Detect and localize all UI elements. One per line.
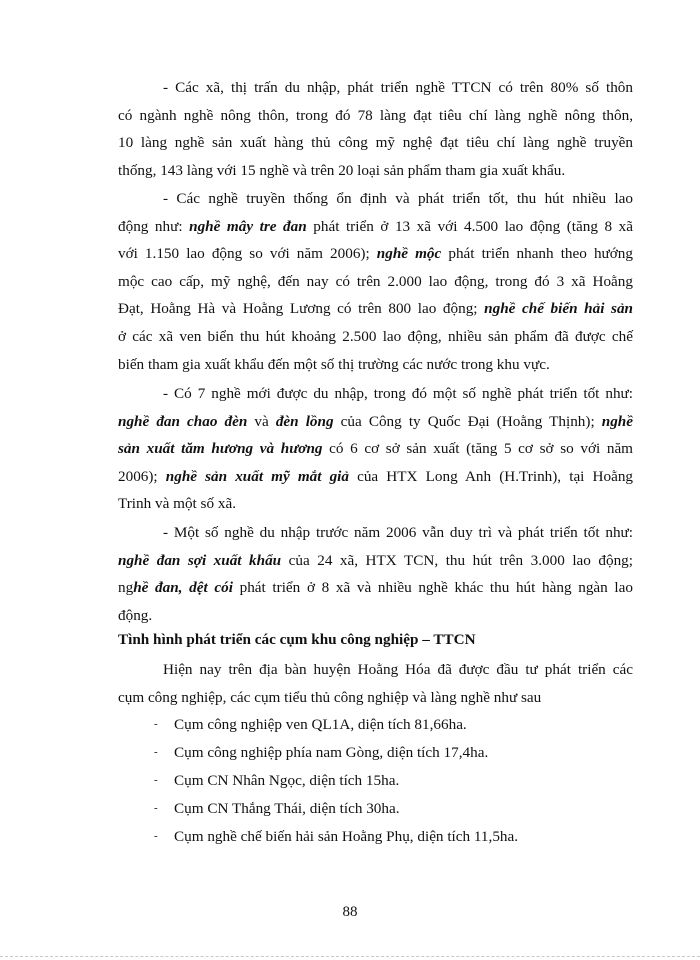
text-line: [118, 435, 633, 463]
paragraph-2: [118, 185, 633, 378]
text-line: [118, 547, 633, 575]
text-line: - Các nghề truyền thống ổn định và phát triển tốt, thu hút nhiều lao: [163, 190, 633, 207]
text-line: - Có 7 nghề mới được du nhập, trong đó một số nghề phát triển tốt như:: [163, 385, 633, 402]
text-run: động như:: [118, 217, 190, 235]
text-run: phát triển ở 13 xã với 4.500 lao động (tăng 8 xã: [306, 217, 633, 235]
paragraph-4: [118, 519, 633, 629]
list-item: [154, 716, 467, 734]
bullet-dash: -: [154, 718, 158, 730]
text-run: của Công ty Quốc Đại (Hoằng Thịnh);: [333, 412, 602, 430]
text-line: mộc cao cấp, mỹ nghệ, đến nay có trên 2.000 lao động, trong đó 3 xã Hoằng: [118, 272, 633, 290]
text-run: phát triển ở 8 xã và nhiều nghề khác thu hút hàng ngàn lao: [232, 579, 633, 597]
bullet-dash: -: [154, 830, 158, 842]
emphasis-text: nghề: [601, 412, 633, 430]
text-run: với 1.150 lao động so với năm 2006);: [118, 245, 377, 263]
text-line: Trinh và một số xã.: [118, 495, 236, 513]
list-item-text: Cụm công nghiệp phía nam Gòng, diện tích 17,4ha.: [174, 744, 489, 761]
text-line: cụm công nghiệp, các cụm tiểu thủ công nghiệp và làng nghề như sau: [118, 688, 542, 706]
list-item-text: Cụm công nghiệp ven QL1A, diện tích 81,66ha.: [174, 716, 467, 733]
text-line: [118, 295, 633, 323]
text-line: Hiện nay trên địa bàn huyện Hoằng Hóa đã được đầu tư phát triển các: [163, 661, 633, 678]
emphasis-text: nghề sản xuất mỹ mắt giả: [165, 467, 349, 485]
list-item-text: Cụm CN Thắng Thái, diện tích 30ha.: [174, 800, 400, 817]
text-line: - Một số nghề du nhập trước năm 2006 vẫn duy trì và phát triển tốt như:: [163, 524, 633, 541]
text-line: - Các xã, thị trấn du nhập, phát triển nghề TTCN có trên 80% số thôn: [163, 79, 633, 96]
text-run: và: [247, 412, 276, 430]
list-item: [154, 800, 400, 818]
paragraph-5: [118, 656, 633, 711]
text-run: ng: [118, 579, 134, 597]
emphasis-text: nghề đan sợi xuất khẩu: [118, 551, 282, 569]
text-line: [118, 408, 633, 436]
list-item-text: Cụm CN Nhân Ngọc, diện tích 15ha.: [174, 772, 400, 789]
bullet-dash: -: [154, 802, 158, 814]
text-run: 2006);: [118, 467, 166, 485]
list-item: [154, 772, 400, 790]
text-line: 10 làng nghề sản xuất hàng thủ công mỹ nghệ đạt tiêu chí làng nghề truyền: [118, 134, 633, 152]
section-heading: Tình hình phát triển các cụm khu công nghiệp – TTCN: [118, 631, 476, 648]
paragraph-3: [118, 380, 633, 518]
emphasis-text: hề đan, dệt cói: [133, 579, 233, 597]
page-bottom-rule: [0, 956, 700, 957]
list-item: [154, 828, 519, 846]
text-run: phát triển nhanh theo hướng: [441, 245, 633, 263]
text-line: động.: [118, 606, 153, 624]
bullet-dash: -: [154, 746, 158, 758]
text-line: [118, 240, 633, 268]
text-line: có ngành nghề nông thôn, trong đó 78 làng đạt tiêu chí làng nghề nông thôn,: [118, 106, 633, 124]
emphasis-text: nghề mộc: [376, 245, 442, 263]
text-line: ở các xã ven biển thu hút khoảng 2.500 lao động, nhiều sản phẩm đã được chế: [118, 327, 633, 345]
list-item: [154, 744, 489, 762]
emphasis-text: nghề đan chao đèn: [118, 412, 248, 430]
bullet-dash: -: [154, 774, 158, 786]
paragraph-1: [118, 74, 633, 184]
emphasis-text: sản xuất tăm hương và hương: [118, 440, 323, 458]
text-run: của HTX Long Anh (H.Trinh), tại Hoằng: [348, 467, 634, 485]
emphasis-text: nghề mây tre đan: [189, 217, 307, 235]
list-item-text: Cụm nghề chế biến hải sản Hoằng Phụ, diện tích 11,5ha.: [174, 828, 519, 845]
text-line: thống, 143 làng với 15 nghề và trên 20 loại sản phẩm tham gia xuất khẩu.: [118, 161, 566, 179]
text-line: [118, 574, 633, 602]
text-run: Đạt, Hoằng Hà và Hoằng Lương có trên 800 lao động;: [118, 300, 485, 318]
text-line: biến tham gia xuất khẩu đến một số thị trường các nước trong khu vực.: [118, 355, 550, 373]
text-line: [118, 213, 633, 241]
text-line: [118, 463, 633, 491]
emphasis-text: đèn lồng: [275, 412, 334, 430]
text-run: có 6 cơ sở sản xuất (tăng 5 cơ sở so với năm: [322, 440, 633, 458]
emphasis-text: nghề chế biến hải sản: [484, 300, 633, 318]
text-run: của 24 xã, HTX TCN, thu hút trên 3.000 lao động;: [281, 551, 633, 569]
page-number: 88: [342, 904, 358, 920]
